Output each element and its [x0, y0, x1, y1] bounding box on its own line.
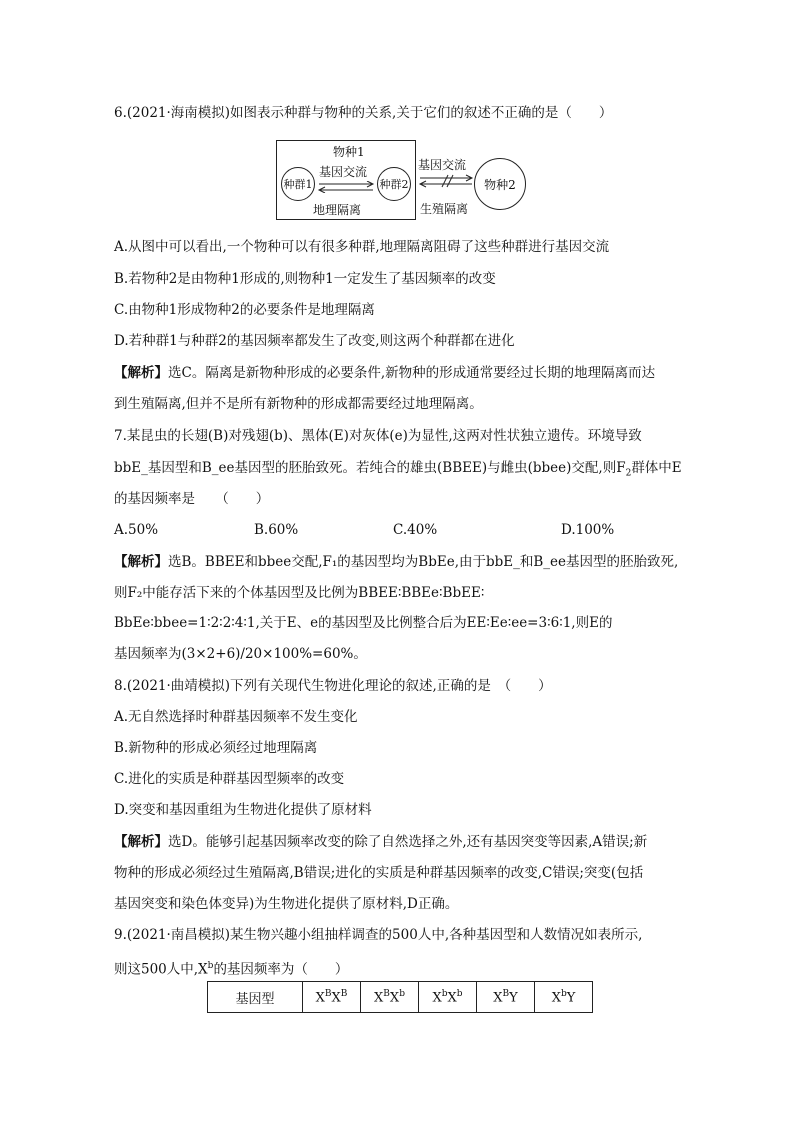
- q8-option-a: A.无自然选择时种群基因频率不发生变化: [114, 709, 358, 725]
- genotype-cell: $X^BX^b$: [361, 982, 419, 1013]
- analysis-tag: 【解析】: [114, 554, 168, 570]
- analysis-tag: 【解析】: [114, 365, 168, 381]
- q7-analysis-line-4: 基因频率为(3×2+6)/20×100%=60%。: [114, 646, 367, 662]
- q8-analysis-line-2: 物种的形成必须经过生殖隔离,B错误;进化的实质是种群基因频率的改变,C错误;突变(包括: [114, 865, 644, 881]
- q7-option-d: D.100%: [561, 522, 615, 538]
- species1-label: 物种1: [333, 145, 365, 159]
- genotype-cell: $X^BY$: [477, 982, 535, 1013]
- blocked-arrows-icon: [418, 174, 474, 188]
- repro-isolation-label: 生殖隔离: [420, 202, 469, 216]
- population-species-diagram: [276, 140, 416, 220]
- q6-option-a: A.从图中可以看出,一个物种可以有很多种群,地理隔离阻碍了这些种群进行基因交流: [114, 239, 610, 255]
- gene-flow-label-1: 基因交流: [319, 165, 368, 179]
- species2-label: 物种2: [484, 177, 516, 192]
- analysis-tag: 【解析】: [114, 834, 168, 850]
- population2-circle: [377, 167, 411, 201]
- bidirectional-arrows-icon: [317, 181, 375, 193]
- genotype-table: [207, 981, 593, 1013]
- population1-circle: [281, 167, 315, 201]
- q8-analysis-line-1: 【解析】选D。能够引起基因频率改变的除了自然选择之外,还有基因突变等因素,A错误;新: [114, 834, 648, 850]
- q7-stem-line-2: bbE_基因型和B_ee基因型的胚胎致死。若纯合的雄虫(BBEE)与雌虫(bbee)交配,则$F_2$群体中E: [114, 460, 682, 479]
- q6-stem: 6.(2021·海南模拟)如图表示种群与物种的关系,关于它们的叙述不正确的是（ ）: [114, 105, 613, 121]
- q7-option-b: B.60%: [254, 522, 299, 538]
- q9-stem-line-2: 则这500人中$,X^b$的基因频率为（ ）: [114, 961, 349, 978]
- q9-stem-line-1: 9.(2021·南昌模拟)某生物兴趣小组抽样调查的500人中,各种基因型和人数情况如表所示,: [114, 927, 643, 943]
- q8-option-b: B.新物种的形成必须经过地理隔离: [114, 740, 318, 756]
- q6-analysis-line-1: 【解析】选C。隔离是新物种形成的必要条件,新物种的形成通常要经过长期的地理隔离而达: [114, 365, 656, 381]
- q7-option-a: A.50%: [114, 522, 159, 538]
- q7-analysis-line-1: 【解析】选B。BBEE和bbee交配,F₁的基因型均为BbEe,由于bbE_和B_ee基因型的胚胎致死,: [114, 554, 679, 570]
- population2-label: 种群2: [379, 178, 409, 191]
- q8-option-c: C.进化的实质是种群基因型频率的改变: [114, 771, 345, 787]
- species2-circle: [474, 158, 526, 210]
- q7-analysis-line-2: 则F₂中能存活下来的个体基因型及比例为BBEE∶BBEe∶BbEE∶: [114, 585, 485, 601]
- q6-option-d: D.若种群1与种群2的基因频率都发生了改变,则这两个种群都在进化: [114, 333, 515, 349]
- q8-option-d: D.突变和基因重组为生物进化提供了原材料: [114, 802, 372, 818]
- q7-analysis-line-3: BbEe∶bbee=1∶2∶2∶4∶1,关于E、e的基因型及比例整合后为EE∶Ee∶ee=3∶6∶1,则E的: [114, 615, 613, 631]
- genotype-cell: $X^bX^b$: [419, 982, 477, 1013]
- q6-option-c: C.由物种1形成物种2的必要条件是地理隔离: [114, 302, 375, 318]
- table-row: [208, 982, 593, 1013]
- table-header-cell: 基因型: [208, 982, 303, 1013]
- q6-option-b: B.若物种2是由物种1形成的,则物种1一定发生了基因频率的改变: [114, 271, 496, 287]
- q8-analysis-line-3: 基因突变和染色体变异)为生物进化提供了原材料,D正确。: [114, 896, 459, 912]
- population1-label: 种群1: [283, 178, 313, 191]
- geo-isolation-label: 地理隔离: [313, 203, 362, 217]
- q7-stem-line-3: 的基因频率是 （ ）: [114, 491, 270, 507]
- q8-stem: 8.(2021·曲靖模拟)下列有关现代生物进化理论的叙述,正确的是 （ ）: [114, 678, 552, 694]
- gene-flow-label-2: 基因交流: [418, 158, 467, 172]
- genotype-cell: $X^BX^B$: [303, 982, 361, 1013]
- q7-stem-line-1: 7.某昆虫的长翅(B)对残翅(b)、黑体(E)对灰体(e)为显性,这两对性状独立遗传。环境导致: [114, 428, 642, 444]
- q6-analysis-line-2: 到生殖隔离,但并不是所有新物种的形成都需要经过地理隔离。: [114, 396, 483, 412]
- q7-option-c: C.40%: [393, 522, 438, 538]
- genotype-cell: $X^bY$: [535, 982, 593, 1013]
